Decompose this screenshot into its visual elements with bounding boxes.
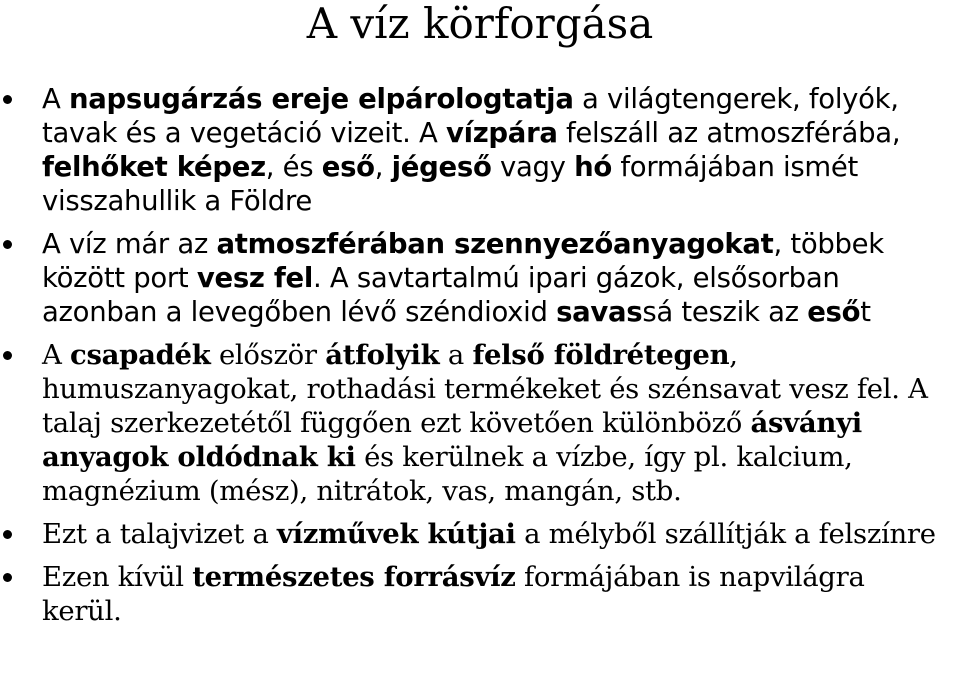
bullet-text-bold: jégeső [391, 151, 492, 183]
bullet-text-bold: felső földrétegen [472, 339, 730, 371]
bullet-item [0, 227, 960, 329]
bullet-text-bold: napsugárzás ereje elpárologtatja [68, 83, 574, 115]
bullet-text-bold: természetes forrásvíz [192, 561, 516, 593]
bullet-text: . A savtartalmú ipari gázok, elsősorban azonban a levegőben lévő széndioxid [42, 262, 840, 328]
bullet-text-bold: hó [574, 151, 612, 183]
bullet-text: felszáll az atmoszférába, [557, 117, 901, 149]
bullet-dot-icon [3, 530, 12, 539]
bullet-text-bold: felhőket képez [42, 151, 266, 183]
bullet-text: t [860, 296, 871, 328]
bullet-text: A [42, 339, 71, 371]
bullet-text-bold: atmoszférában szennyezőanyagokat [216, 228, 774, 260]
bullet-text-bold: vesz fel [196, 262, 314, 294]
slide-title: A víz körforgása [306, 0, 654, 48]
bullet-text: , humuszanyagokat, rothadási termékeket és szénsavat vesz fel. A talaj szerkezetétől függően ezt követően különböző [42, 339, 928, 439]
bullet-text-bold: átfolyik [325, 339, 440, 371]
bullet-text-bold: ásványi anyagok oldódnak ki [42, 407, 862, 473]
bullet-text-bold: eső [321, 151, 375, 183]
bullet-text: formájában is napvilágra kerül. [42, 561, 865, 627]
bullet-item [0, 560, 960, 628]
bullet-text-bold: vízművek kútjai [276, 518, 516, 550]
bullet-text: Ezt a talajvizet a [42, 518, 277, 550]
bullet-text: vagy [491, 151, 575, 183]
bullet-text: Ezen kívül [42, 561, 193, 593]
bullet-text: és kerülnek a vízbe, így pl. kalcium, magnézium (mész), nitrátok, vas, mangán, stb. [42, 441, 853, 507]
bullet-list [0, 82, 960, 637]
bullet-dot-icon [3, 573, 12, 582]
bullet-text: először [210, 339, 326, 371]
bullet-text: A [42, 83, 69, 115]
bullet-text: , többek között port [42, 228, 884, 294]
bullet-text: formájában ismét visszahullik a Földre [42, 151, 859, 217]
bullet-text: a [439, 339, 473, 371]
bullet-text: , [374, 151, 392, 183]
bullet-text: , és [265, 151, 322, 183]
bullet-text-bold: savas [556, 296, 643, 328]
bullet-dot-icon [3, 351, 12, 360]
bullet-text-bold: vízpára [445, 117, 558, 149]
bullet-item [0, 517, 960, 551]
bullet-text-bold: csapadék [70, 339, 211, 371]
bullet-text: a mélyből szállítják a felszínre [515, 518, 936, 550]
bullet-dot-icon [3, 240, 12, 249]
bullet-item [0, 82, 960, 218]
bullet-text: sá teszik az [642, 296, 808, 328]
bullet-text: A víz már az [42, 228, 217, 260]
bullet-item [0, 338, 960, 508]
bullet-text: a világtengerek, folyók, tavak és a vegetáció vizeit. A [42, 83, 899, 149]
bullet-dot-icon [3, 95, 12, 104]
bullet-text-bold: eső [807, 296, 861, 328]
